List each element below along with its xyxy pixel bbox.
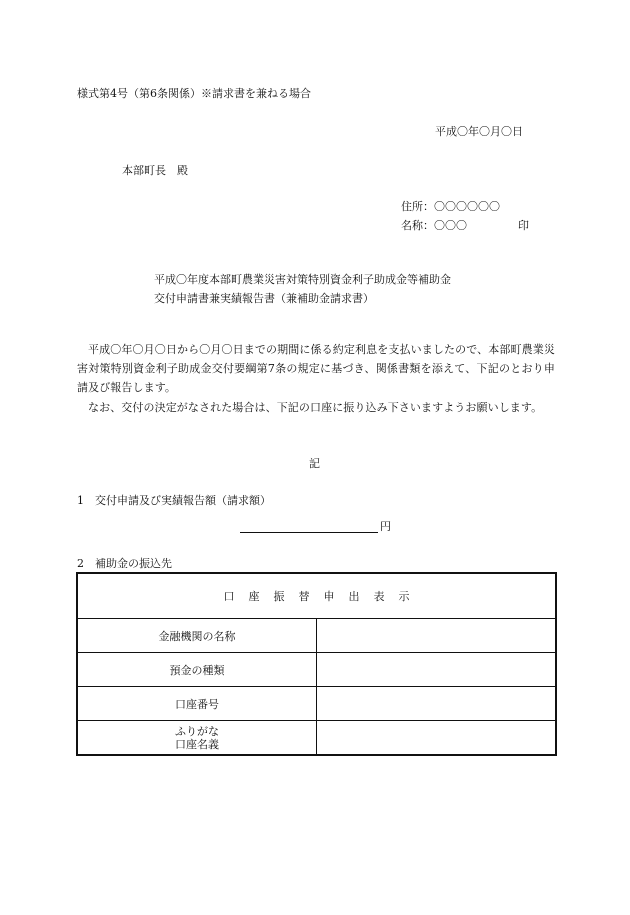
- body-paragraph-1: 平成〇年〇月〇日から〇月〇日までの期間に係る約定利息を支払いましたので、本部町農業災害対策特別資金利子助成金交付要綱第7条の規定に基づき、関係書類を添えて、下記のとおり申請及び報告します。: [77, 343, 555, 394]
- table-row: [77, 653, 556, 687]
- account-transfer-table: [76, 572, 557, 756]
- table-row: [77, 687, 556, 721]
- body-paragraph-2: なお、交付の決定がなされた場合は、下記の口座に振り込み下さいますようお願いします。: [88, 401, 543, 414]
- amount-field[interactable]: [240, 532, 378, 533]
- form-number: 様式第4号（第6条関係）※請求書を兼ねる場合: [77, 87, 311, 100]
- account-number-field[interactable]: [317, 687, 557, 721]
- document-title-line-2: 交付申請書兼実績報告書（兼補助金請求書）: [154, 292, 374, 305]
- applicant-address: 住所：〇〇〇〇〇〇: [401, 200, 500, 213]
- document-title-line-1: 平成〇年度本部町農業災害対策特別資金利子助成金等補助金: [154, 273, 451, 286]
- section-1-heading: 1 交付申請及び実績報告額（請求額）: [77, 494, 271, 507]
- account-holder-label-stack: [175, 725, 219, 751]
- section-2-heading: 2 補助金の振込先: [77, 557, 172, 570]
- applicant-name: 名称：〇〇〇: [401, 219, 467, 232]
- document-date: 平成〇年〇月〇日: [435, 125, 523, 138]
- ki-marker: 記: [309, 457, 320, 470]
- table-row: [77, 619, 556, 653]
- row-label-deposit-type: 預金の種類: [77, 653, 317, 687]
- bank-name-field[interactable]: [317, 619, 557, 653]
- deposit-type-field[interactable]: [317, 653, 557, 687]
- account-holder-field[interactable]: [317, 721, 557, 756]
- row-label-account-number: 口座番号: [77, 687, 317, 721]
- furigana-label: ふりがな: [175, 724, 219, 738]
- amount-unit: 円: [380, 520, 391, 533]
- table-row: [77, 721, 556, 756]
- table-header: 口座振替申出表示: [77, 573, 556, 619]
- row-label-account-holder: [77, 721, 317, 756]
- table-header-row: [77, 573, 556, 619]
- addressee: 本部町長 殿: [122, 164, 188, 177]
- account-holder-label: 口座名義: [175, 737, 219, 751]
- seal-mark: 印: [518, 219, 529, 232]
- row-label-bank-name: 金融機関の名称: [77, 619, 317, 653]
